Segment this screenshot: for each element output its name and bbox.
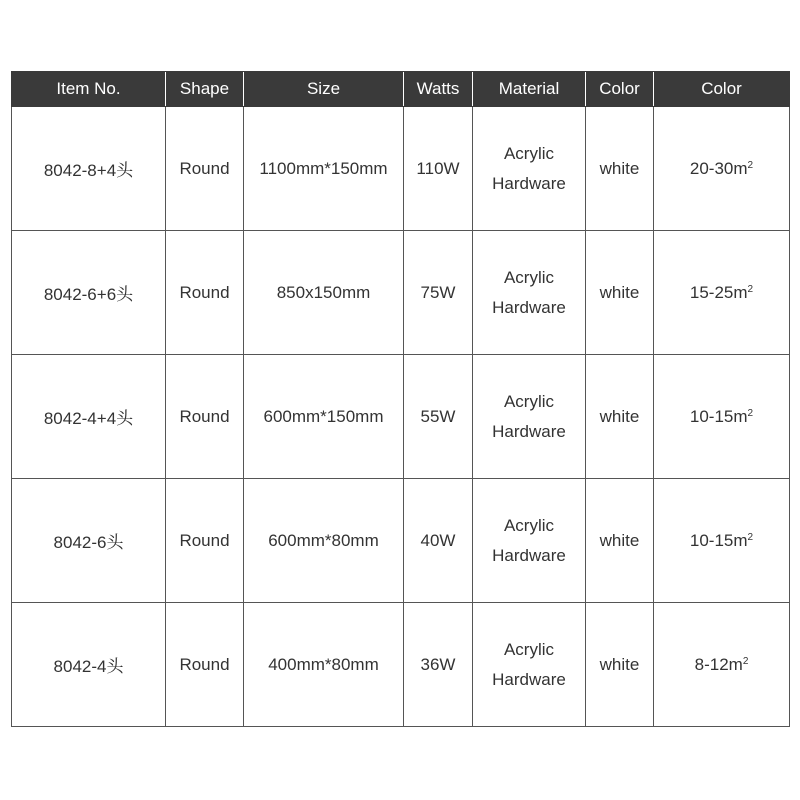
table-row — [12, 603, 790, 727]
cell-color: white — [586, 479, 654, 603]
cell-color: white — [586, 107, 654, 231]
header-watts: Watts — [404, 72, 473, 107]
cell-item-no: 8042-4+4头 — [12, 355, 166, 479]
cell-color: white — [586, 355, 654, 479]
area-unit-superscript: 2 — [747, 283, 754, 295]
cell-material — [473, 231, 586, 355]
cell-watts: 110W — [404, 107, 473, 231]
cell-shape: Round — [166, 231, 244, 355]
material-line-2: Hardware — [492, 297, 566, 317]
table-row — [12, 231, 790, 355]
cell-area — [654, 107, 790, 231]
cell-shape: Round — [166, 355, 244, 479]
product-spec-table — [11, 71, 790, 727]
area-value: 8-12m — [694, 654, 743, 674]
cell-area — [654, 479, 790, 603]
table-row — [12, 355, 790, 479]
cell-material — [473, 355, 586, 479]
cell-size: 850x150mm — [244, 231, 404, 355]
cell-area — [654, 603, 790, 727]
area-unit-superscript: 2 — [747, 159, 754, 171]
cell-item-no: 8042-6+6头 — [12, 231, 166, 355]
cell-color: white — [586, 603, 654, 727]
table-row — [12, 479, 790, 603]
cell-material — [473, 479, 586, 603]
area-value: 10-15m — [689, 406, 748, 426]
spec-table-container — [11, 71, 789, 727]
area-value: 15-25m — [689, 282, 748, 302]
area-unit-superscript: 2 — [747, 531, 754, 543]
area-unit-superscript: 2 — [747, 407, 754, 419]
cell-item-no: 8042-8+4头 — [12, 107, 166, 231]
header-area: Color — [654, 72, 790, 107]
material-line-2: Hardware — [492, 421, 566, 441]
cell-item-no: 8042-6头 — [12, 479, 166, 603]
cell-shape: Round — [166, 107, 244, 231]
header-shape: Shape — [166, 72, 244, 107]
cell-size: 400mm*80mm — [244, 603, 404, 727]
cell-color: white — [586, 231, 654, 355]
material-line-1: Acrylic — [503, 639, 555, 659]
cell-size: 600mm*80mm — [244, 479, 404, 603]
area-value: 10-15m — [689, 530, 748, 550]
material-line-1: Acrylic — [503, 267, 555, 287]
material-line-1: Acrylic — [503, 515, 555, 535]
cell-material — [473, 107, 586, 231]
area-unit-superscript: 2 — [742, 655, 749, 667]
table-row — [12, 107, 790, 231]
material-line-2: Hardware — [492, 669, 566, 689]
material-line-1: Acrylic — [503, 143, 555, 163]
header-color: Color — [586, 72, 654, 107]
material-line-2: Hardware — [492, 173, 566, 193]
cell-watts: 55W — [404, 355, 473, 479]
material-line-2: Hardware — [492, 545, 566, 565]
cell-shape: Round — [166, 479, 244, 603]
material-line-1: Acrylic — [503, 391, 555, 411]
cell-watts: 75W — [404, 231, 473, 355]
cell-area — [654, 231, 790, 355]
header-size: Size — [244, 72, 404, 107]
cell-material — [473, 603, 586, 727]
cell-watts: 36W — [404, 603, 473, 727]
cell-shape: Round — [166, 603, 244, 727]
cell-size: 600mm*150mm — [244, 355, 404, 479]
header-item-no: Item No. — [12, 72, 166, 107]
header-row — [12, 72, 790, 107]
cell-item-no: 8042-4头 — [12, 603, 166, 727]
cell-area — [654, 355, 790, 479]
area-value: 20-30m — [689, 158, 748, 178]
cell-watts: 40W — [404, 479, 473, 603]
cell-size: 1100mm*150mm — [244, 107, 404, 231]
header-material: Material — [473, 72, 586, 107]
